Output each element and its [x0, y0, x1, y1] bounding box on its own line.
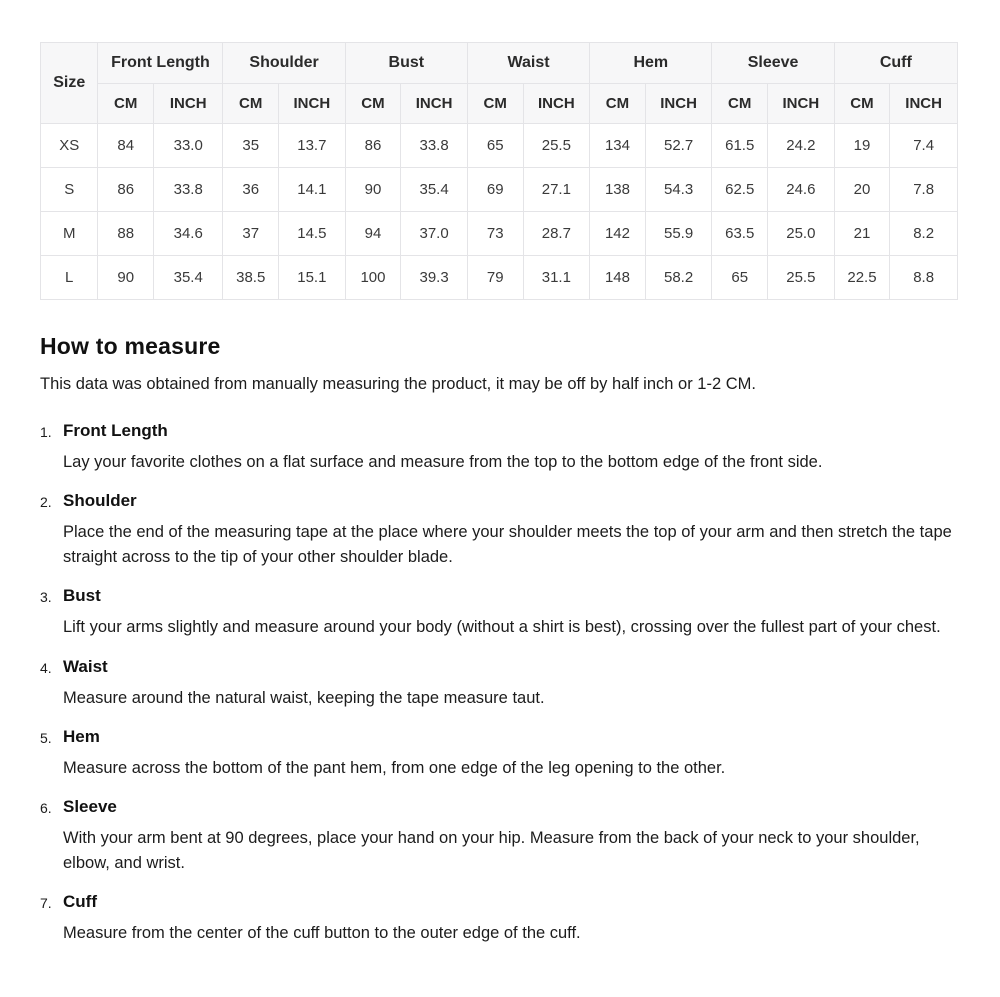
value-cell: 31.1: [523, 256, 590, 300]
value-cell: 13.7: [279, 124, 346, 168]
value-cell: 15.1: [279, 256, 346, 300]
value-cell: 7.4: [890, 124, 958, 168]
value-cell: 33.8: [401, 124, 468, 168]
group-header-hem: Hem: [590, 43, 712, 84]
value-cell: 62.5: [712, 168, 768, 212]
list-item-label: Sleeve: [63, 797, 117, 817]
value-cell: 63.5: [712, 212, 768, 256]
list-item-description: Measure around the natural waist, keeping the tape measure taut.: [63, 688, 545, 707]
value-cell: 34.6: [153, 212, 222, 256]
value-cell: 37: [223, 212, 279, 256]
list-item-description: Lift your arms slightly and measure around your body (without a shirt is best), crossing over the fullest part of your chest.: [63, 618, 941, 637]
value-cell: 35.4: [153, 256, 222, 300]
value-cell: 65: [712, 256, 768, 300]
group-header-bust: Bust: [345, 43, 467, 84]
list-item-number: 2.: [40, 494, 52, 511]
value-cell: 25.5: [768, 256, 835, 300]
value-cell: 79: [467, 256, 523, 300]
table-row: [41, 124, 958, 168]
unit-header-cm: CM: [590, 84, 646, 124]
table-row: [41, 212, 958, 256]
value-cell: 25.0: [768, 212, 835, 256]
list-item-number: 3.: [40, 589, 52, 606]
value-cell: 33.8: [153, 168, 222, 212]
value-cell: 73: [467, 212, 523, 256]
value-cell: 54.3: [645, 168, 712, 212]
value-cell: 27.1: [523, 168, 590, 212]
value-cell: 8.8: [890, 256, 958, 300]
unit-header-cm: CM: [467, 84, 523, 124]
value-cell: 35: [223, 124, 279, 168]
list-item: [40, 580, 958, 650]
list-item: [40, 415, 958, 485]
list-item-label: Shoulder: [63, 491, 137, 511]
value-cell: 90: [345, 168, 401, 212]
group-header-shoulder: Shoulder: [223, 43, 345, 84]
value-cell: 36: [223, 168, 279, 212]
list-item-label: Hem: [63, 727, 100, 747]
value-cell: 65: [467, 124, 523, 168]
value-cell: 24.2: [768, 124, 835, 168]
measure-list: [40, 415, 958, 957]
unit-header-inch: INCH: [645, 84, 712, 124]
list-item-number: 7.: [40, 895, 52, 912]
unit-header-inch: INCH: [279, 84, 346, 124]
value-cell: 86: [98, 168, 154, 212]
table-unit-header-row: [41, 84, 958, 124]
unit-header-cm: CM: [223, 84, 279, 124]
unit-header-cm: CM: [712, 84, 768, 124]
list-item-number: 1.: [40, 424, 52, 440]
size-cell: S: [41, 168, 98, 212]
group-header-waist: Waist: [467, 43, 589, 84]
list-item-description: With your arm bent at 90 degrees, place your hand on your hip. Measure from the back of your neck to your shoulder, elbow, and wrist.: [63, 829, 920, 872]
value-cell: 148: [590, 256, 646, 300]
list-item-description: Lay your favorite clothes on a flat surface and measure from the top to the bottom edge of the front side.: [63, 453, 823, 471]
list-item-description: Place the end of the measuring tape at the place where your shoulder meets the top of your arm and then stretch the tape straight across to the tip of your other shoulder blade.: [63, 523, 952, 566]
list-item-label: Front Length: [63, 421, 168, 440]
size-chart-table: [40, 42, 958, 300]
unit-header-inch: INCH: [401, 84, 468, 124]
value-cell: 84: [98, 124, 154, 168]
value-cell: 37.0: [401, 212, 468, 256]
value-cell: 8.2: [890, 212, 958, 256]
size-cell: M: [41, 212, 98, 256]
unit-header-cm: CM: [834, 84, 890, 124]
unit-header-cm: CM: [345, 84, 401, 124]
value-cell: 19: [834, 124, 890, 168]
value-cell: 14.1: [279, 168, 346, 212]
value-cell: 7.8: [890, 168, 958, 212]
list-item: [40, 886, 958, 956]
value-cell: 58.2: [645, 256, 712, 300]
unit-header-inch: INCH: [523, 84, 590, 124]
unit-header-cm: CM: [98, 84, 154, 124]
list-item-label: Bust: [63, 586, 101, 606]
value-cell: 28.7: [523, 212, 590, 256]
list-item-label: Cuff: [63, 892, 97, 912]
value-cell: 142: [590, 212, 646, 256]
value-cell: 86: [345, 124, 401, 168]
value-cell: 61.5: [712, 124, 768, 168]
value-cell: 55.9: [645, 212, 712, 256]
group-header-sleeve: Sleeve: [712, 43, 834, 84]
unit-header-inch: INCH: [890, 84, 958, 124]
value-cell: 38.5: [223, 256, 279, 300]
table-group-header-row: [41, 43, 958, 84]
list-item-description: Measure across the bottom of the pant hem, from one edge of the leg opening to the other.: [63, 759, 726, 778]
unit-header-inch: INCH: [153, 84, 222, 124]
intro-text: This data was obtained from manually measuring the product, it may be off by half inch or 1-2 CM.: [40, 375, 756, 393]
value-cell: 22.5: [834, 256, 890, 300]
value-cell: 90: [98, 256, 154, 300]
size-cell: L: [41, 256, 98, 300]
value-cell: 134: [590, 124, 646, 168]
list-item-description: Measure from the center of the cuff button to the outer edge of the cuff.: [63, 924, 581, 943]
group-header-cuff: Cuff: [834, 43, 957, 84]
table-row: [41, 256, 958, 300]
value-cell: 20: [834, 168, 890, 212]
section-title: How to measure: [40, 333, 221, 359]
value-cell: 39.3: [401, 256, 468, 300]
value-cell: 100: [345, 256, 401, 300]
value-cell: 24.6: [768, 168, 835, 212]
value-cell: 35.4: [401, 168, 468, 212]
list-item: [40, 721, 958, 791]
list-item: [40, 485, 958, 580]
value-cell: 25.5: [523, 124, 590, 168]
list-item-number: 5.: [40, 730, 52, 747]
size-cell: XS: [41, 124, 98, 168]
list-item-number: 6.: [40, 800, 52, 817]
value-cell: 88: [98, 212, 154, 256]
value-cell: 14.5: [279, 212, 346, 256]
value-cell: 94: [345, 212, 401, 256]
size-column-header: Size: [41, 43, 98, 124]
list-item-label: Waist: [63, 656, 108, 676]
value-cell: 138: [590, 168, 646, 212]
value-cell: 33.0: [153, 124, 222, 168]
value-cell: 69: [467, 168, 523, 212]
list-item: [40, 791, 958, 886]
value-cell: 21: [834, 212, 890, 256]
value-cell: 52.7: [645, 124, 712, 168]
list-item-number: 4.: [40, 659, 52, 676]
list-item: [40, 651, 958, 721]
table-row: [41, 168, 958, 212]
group-header-front-length: Front Length: [98, 43, 223, 84]
unit-header-inch: INCH: [768, 84, 835, 124]
